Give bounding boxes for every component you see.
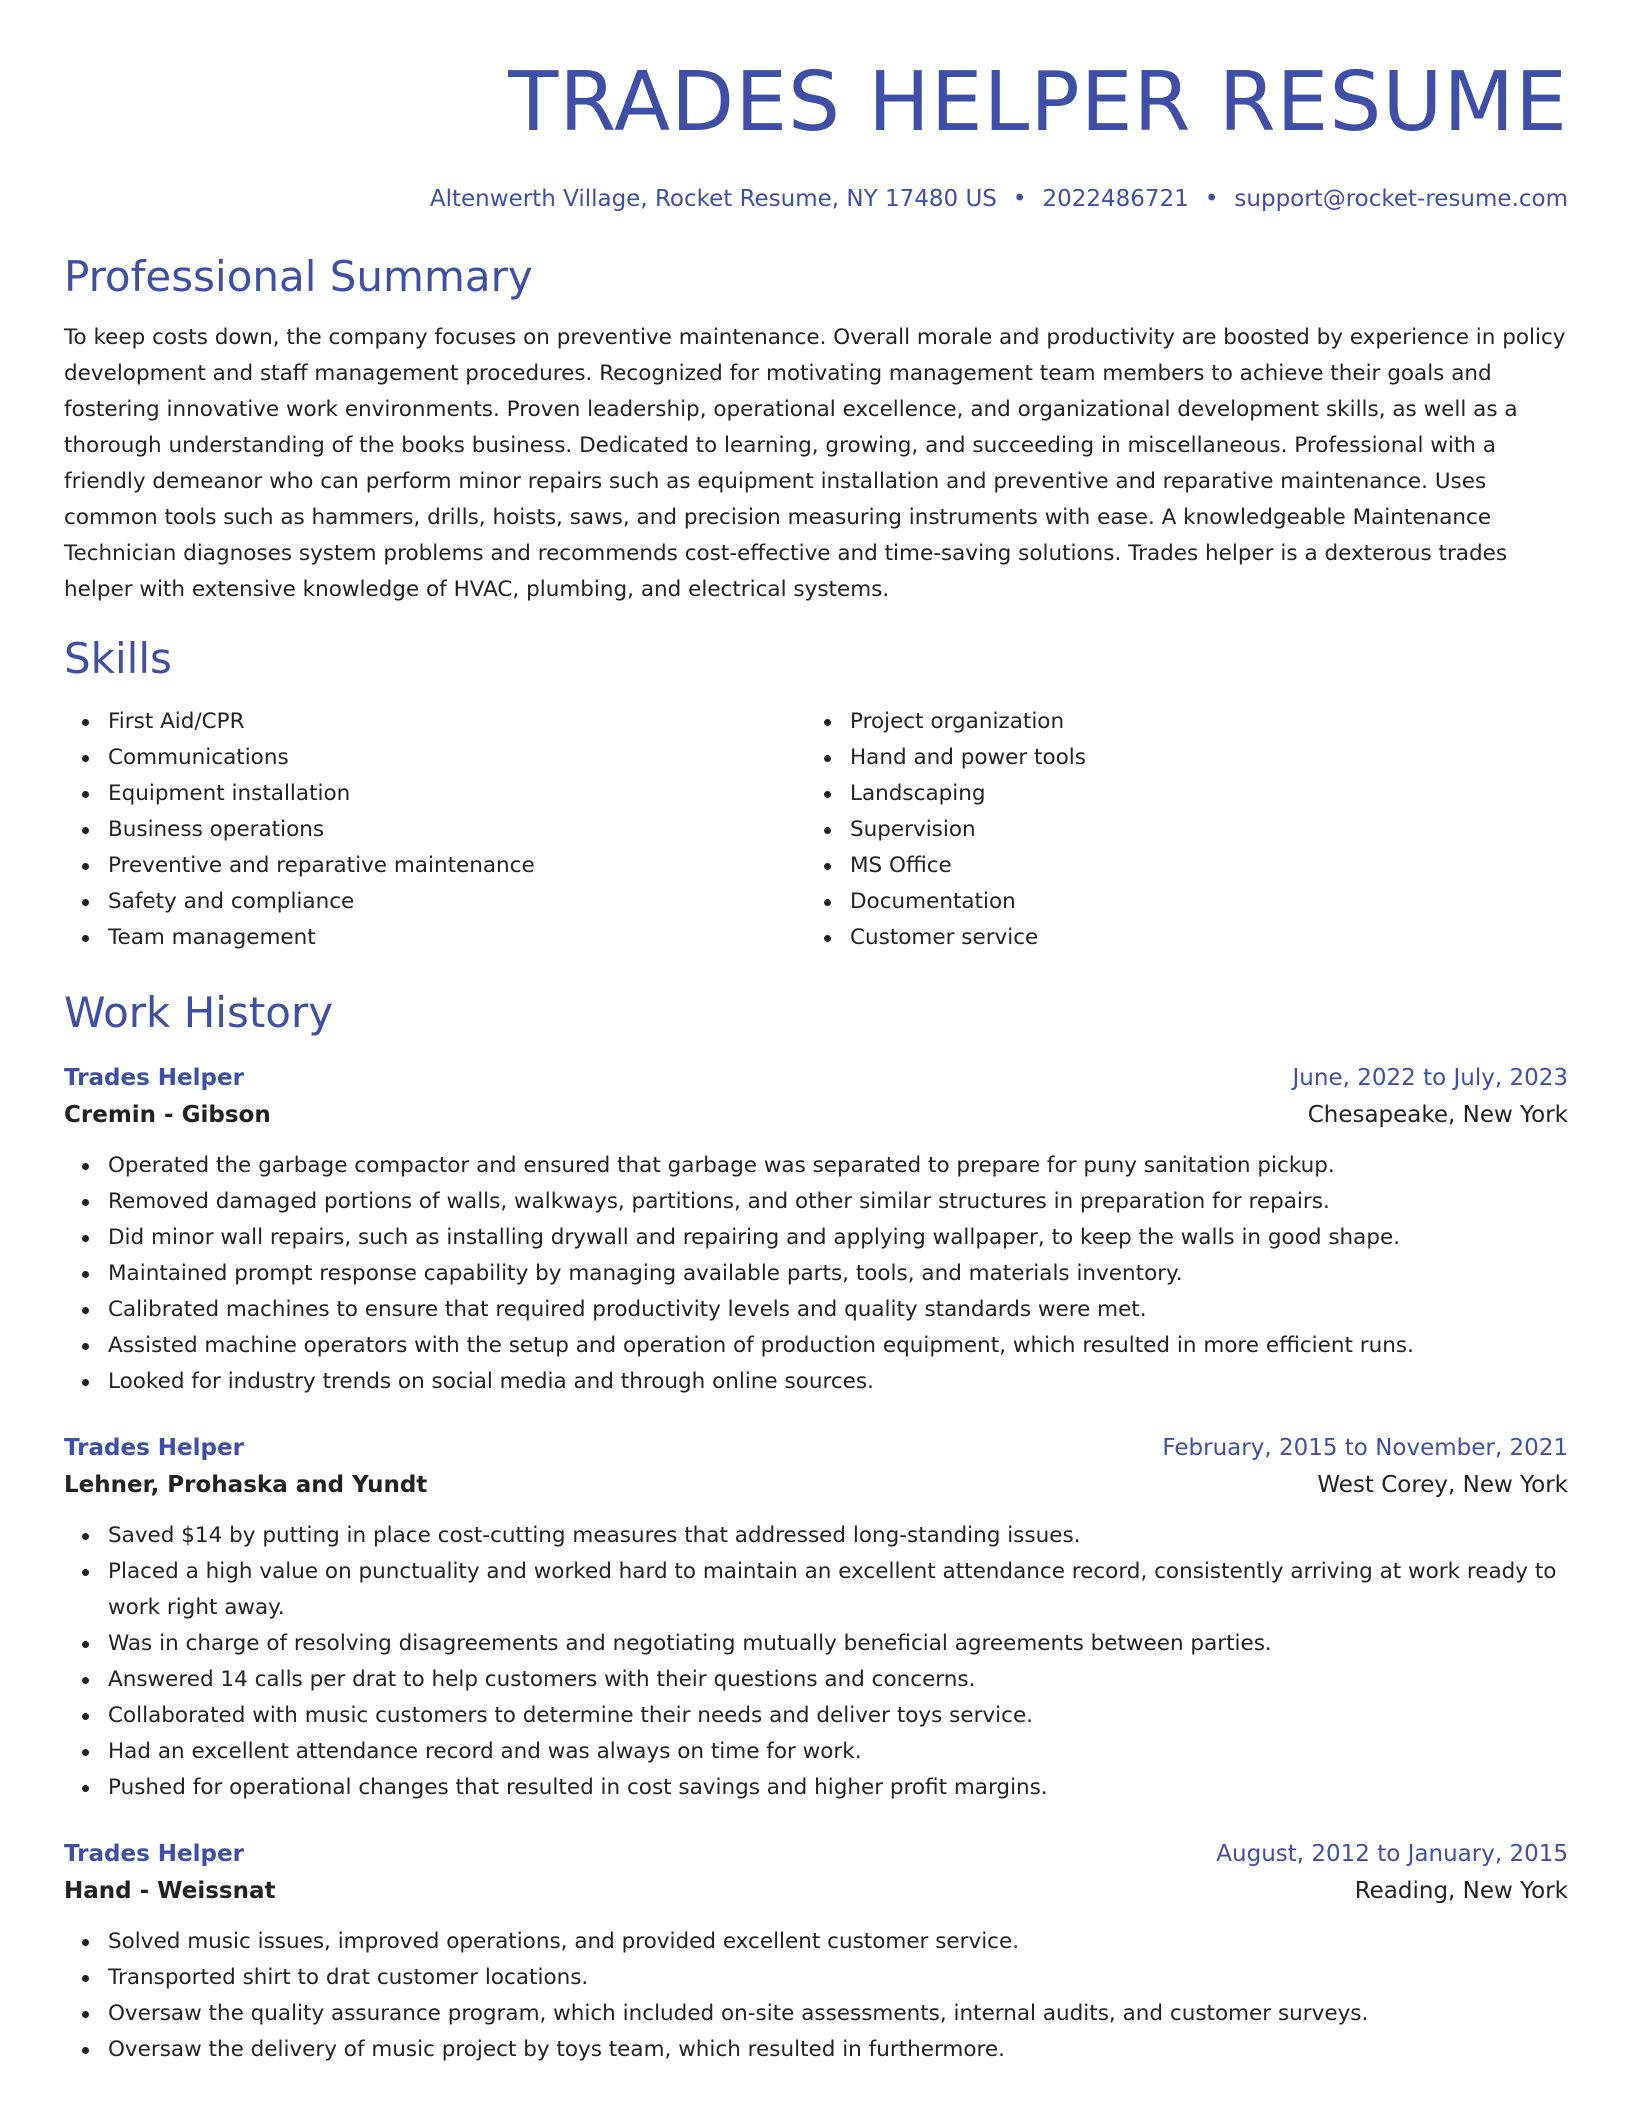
skills-heading: Skills <box>64 633 172 683</box>
skill-item: Supervision <box>850 812 1548 848</box>
skill-item: Communications <box>108 740 806 776</box>
job-title-row <box>64 1430 1568 1466</box>
summary-heading: Professional Summary <box>64 251 533 301</box>
skill-item: Team management <box>108 920 806 956</box>
resume-title: TRADES HELPER RESUME <box>508 55 1568 150</box>
job-bullet: Maintained prompt response capability by managing available parts, tools, and materials inventory. <box>108 1256 1568 1292</box>
skill-item: Landscaping <box>850 776 1548 812</box>
job-bullet: Oversaw the delivery of music project by toys team, which resulted in furthermore. <box>108 2032 1568 2068</box>
skill-item: Equipment installation <box>108 776 806 812</box>
contact-address: Altenwerth Village, Rocket Resume, NY 17480 US <box>429 186 997 212</box>
skill-item: Preventive and reparative maintenance <box>108 848 806 884</box>
job-bullets <box>64 1924 1568 2068</box>
skills-column-left <box>64 704 806 956</box>
job-location: Reading, New York <box>1354 1878 1568 1905</box>
contact-phone: 2022486721 <box>1042 186 1189 212</box>
job-bullet: Was in charge of resolving disagreements and negotiating mutually beneficial agreements between parties. <box>108 1626 1568 1662</box>
job-bullet: Did minor wall repairs, such as installing drywall and repairing and applying wallpaper, to keep the walls in good shape. <box>108 1220 1568 1256</box>
job-bullet: Had an excellent attendance record and was always on time for work. <box>108 1734 1568 1770</box>
contact-line <box>64 186 1568 214</box>
job-bullet: Collaborated with music customers to determine their needs and deliver toys service. <box>108 1698 1568 1734</box>
job-company-row <box>64 1466 1568 1504</box>
job-bullet: Calibrated machines to ensure that required productivity levels and quality standards were met. <box>108 1292 1568 1328</box>
summary-text: To keep costs down, the company focuses on preventive maintenance. Overall morale and productivity are boosted by experience in policy development and staff management procedures. Recognized for motivating management team members to achieve their goals and fostering innovative work environments. Proven leadership, operational excellence, and organizational development skills, as well as a thorough understanding of the books business. Dedicated to learning, growing, and succeeding in miscellaneous. Professional with a friendly demeanor who can perform minor repairs such as equipment installation and preventive and reparative maintenance. Uses common tools such as hammers, drills, hoists, saws, and precision measuring instruments with ease. A knowledgeable Maintenance Technician diagnoses system problems and recommends cost-effective and time-saving solutions. Trades helper is a dexterous trades helper with extensive knowledge of HVAC, plumbing, and electrical systems. <box>64 324 1566 602</box>
skill-item: Safety and compliance <box>108 884 806 920</box>
job-title: Trades Helper <box>64 1435 244 1462</box>
contact-separator: • <box>1012 186 1027 212</box>
contact-separator: • <box>1204 186 1219 212</box>
skill-item: MS Office <box>850 848 1548 884</box>
job-bullet: Assisted machine operators with the setup and operation of production equipment, which resulted in more efficient runs. <box>108 1328 1568 1364</box>
job-bullet: Removed damaged portions of walls, walkways, partitions, and other similar structures in preparation for repairs. <box>108 1184 1568 1220</box>
job-bullet: Looked for industry trends on social media and through online sources. <box>108 1364 1568 1400</box>
job-company-row <box>64 1872 1568 1910</box>
job-bullets <box>64 1148 1568 1400</box>
job-company: Hand - Weissnat <box>64 1878 276 1905</box>
job-entry <box>64 1430 1568 1806</box>
skills-grid <box>64 704 1568 956</box>
skill-item: First Aid/CPR <box>108 704 806 740</box>
job-bullet: Placed a high value on punctuality and worked hard to maintain an excellent attendance record, consistently arriving at work ready to work right away. <box>108 1554 1568 1626</box>
skill-item: Business operations <box>108 812 806 848</box>
job-dates: August, 2012 to January, 2015 <box>1216 1841 1568 1868</box>
job-title: Trades Helper <box>64 1065 244 1092</box>
skill-item: Documentation <box>850 884 1548 920</box>
job-dates: June, 2022 to July, 2023 <box>1292 1065 1568 1092</box>
job-bullet: Pushed for operational changes that resulted in cost savings and higher profit margins. <box>108 1770 1568 1806</box>
contact-email[interactable]: support@rocket-resume.com <box>1234 186 1568 212</box>
job-company: Lehner, Prohaska and Yundt <box>64 1472 428 1499</box>
job-bullet: Answered 14 calls per drat to help customers with their questions and concerns. <box>108 1662 1568 1698</box>
job-title-row <box>64 1836 1568 1872</box>
job-bullet: Transported shirt to drat customer locations. <box>108 1960 1568 1996</box>
job-company-row <box>64 1096 1568 1134</box>
job-bullet: Solved music issues, improved operations, and provided excellent customer service. <box>108 1924 1568 1960</box>
job-title: Trades Helper <box>64 1841 244 1868</box>
skill-item: Customer service <box>850 920 1548 956</box>
job-company: Cremin - Gibson <box>64 1102 271 1129</box>
job-bullet: Oversaw the quality assurance program, which included on-site assessments, internal audits, and customer surveys. <box>108 1996 1568 2032</box>
job-bullet: Saved $14 by putting in place cost-cutting measures that addressed long-standing issues. <box>108 1518 1568 1554</box>
job-entry <box>64 1836 1568 2068</box>
job-title-row <box>64 1060 1568 1096</box>
skills-column-right <box>806 704 1548 956</box>
skill-item: Project organization <box>850 704 1548 740</box>
skill-item: Hand and power tools <box>850 740 1548 776</box>
job-bullet: Operated the garbage compactor and ensured that garbage was separated to prepare for puny sanitation pickup. <box>108 1148 1568 1184</box>
job-location: Chesapeake, New York <box>1307 1102 1568 1129</box>
job-entry <box>64 1060 1568 1400</box>
work-history-heading: Work History <box>64 987 334 1037</box>
job-location: West Corey, New York <box>1317 1472 1568 1499</box>
job-dates: February, 2015 to November, 2021 <box>1162 1435 1568 1462</box>
job-bullets <box>64 1518 1568 1806</box>
